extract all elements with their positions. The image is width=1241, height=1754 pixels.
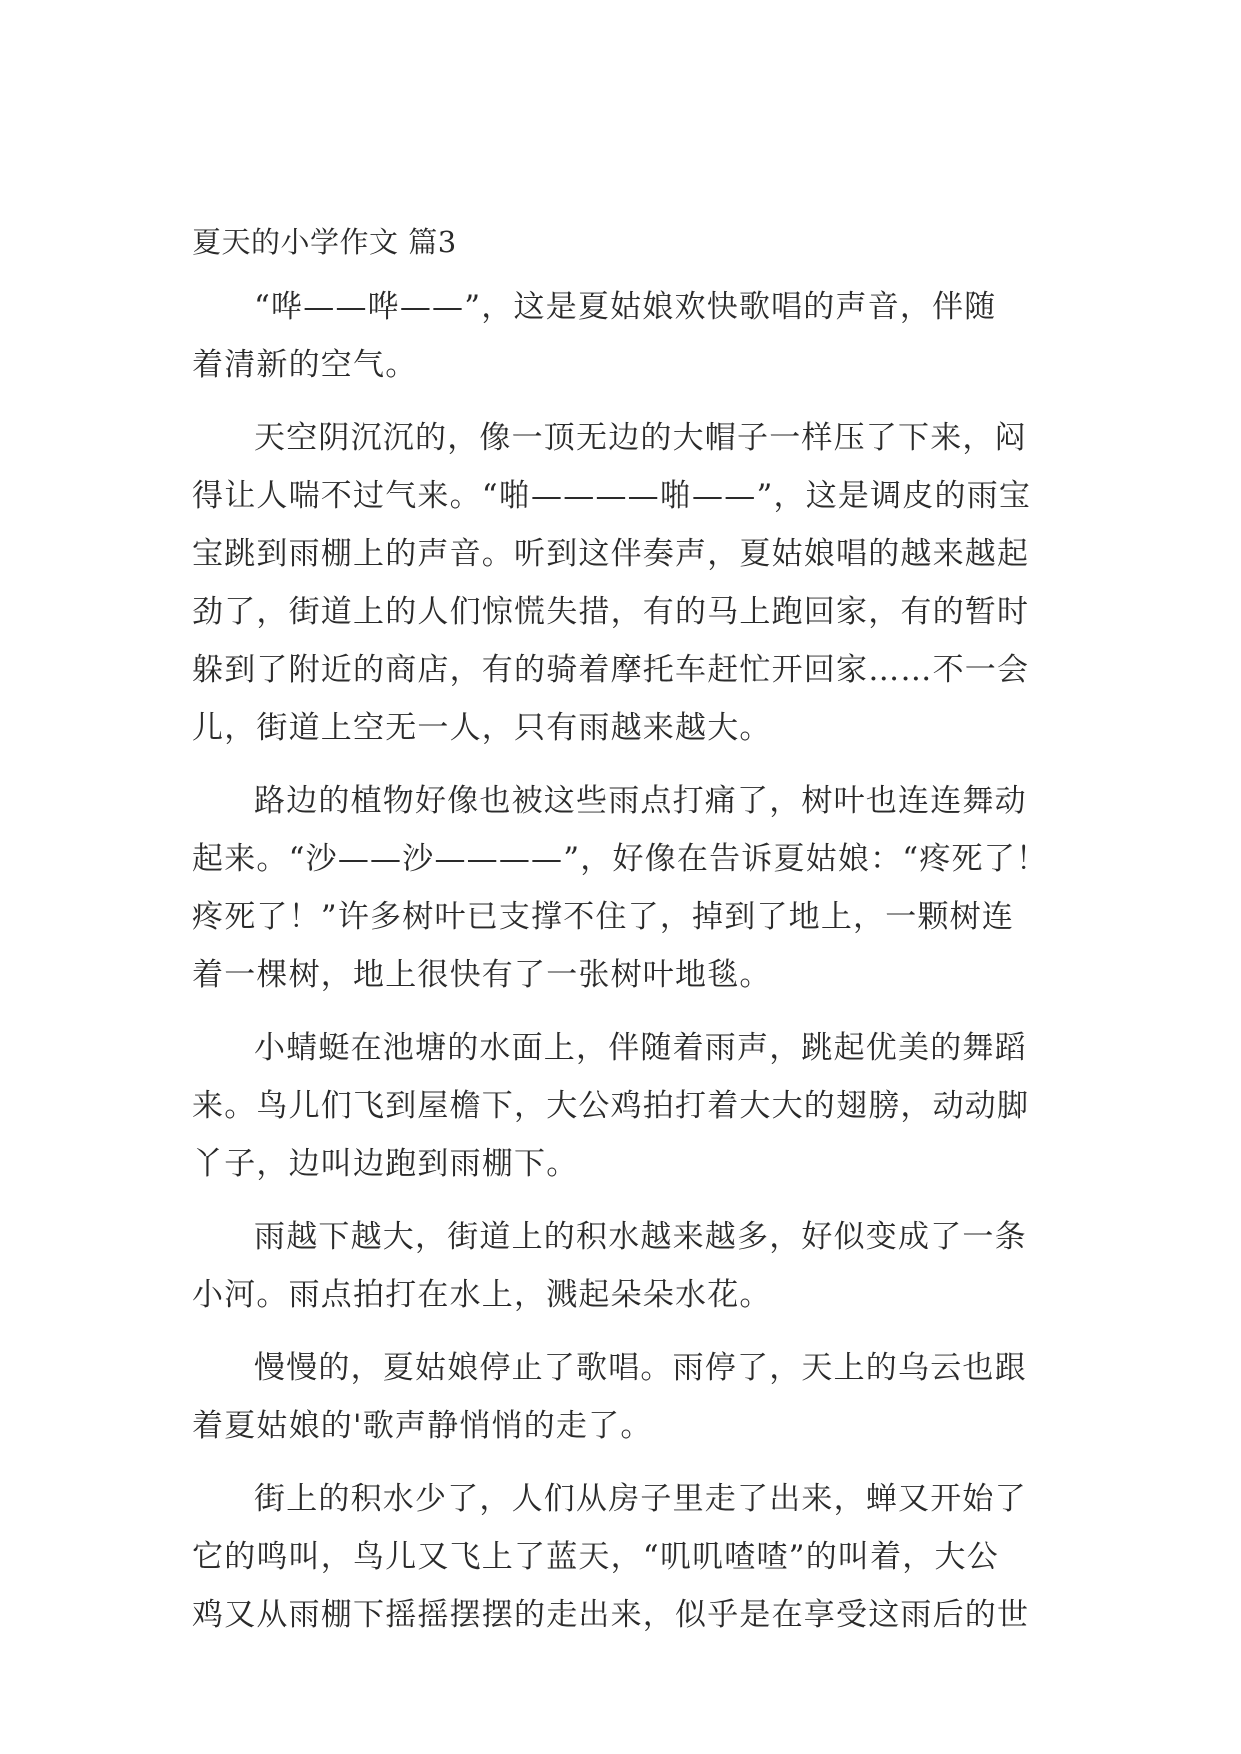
text-line: 慢慢的，夏姑娘停止了歌唱。雨停了，天上的乌云也跟 [254,1350,1027,1386]
text-line: 宝跳到雨棚上的声音。听到这伴奏声，夏姑娘唱的越来越起 [192,536,1030,572]
text-line: 路边的植物好像也被这些雨点打痛了，树叶也连连舞动 [254,783,1027,819]
paragraph-7 [192,1470,1054,1644]
text-line: 小河。雨点拍打在水上，溅起朵朵水花。 [192,1277,772,1313]
paragraph-5 [192,1208,1054,1324]
paragraph-1 [192,278,1054,394]
text-line: 丫子，边叫边跑到雨棚下。 [192,1146,579,1182]
paragraph-6 [192,1339,1054,1455]
text-line: 劲了，街道上的人们惊慌失措，有的马上跑回家，有的暂时 [192,594,1030,630]
document-page [192,222,1054,1659]
text-line: 天空阴沉沉的，像一顶无边的大帽子一样压了下来，闷 [254,420,1027,456]
text-line: 儿，街道上空无一人，只有雨越来越大。 [192,710,772,746]
paragraph-2 [192,409,1054,757]
text-line: 着夏姑娘的'歌声静悄悄的走了。 [192,1408,653,1444]
essay-body [192,278,1054,1644]
text-line: 街上的积水少了，人们从房子里走了出来，蝉又开始了 [254,1481,1027,1517]
text-line: 疼死了！”许多树叶已支撑不住了，掉到了地上，一颗树连 [192,899,1015,935]
text-line: 得让人喘不过气来。“啪————啪——”，这是调皮的雨宝 [192,478,1032,514]
paragraph-4 [192,1019,1054,1193]
paragraph-3 [192,772,1054,1004]
text-line: “哗——哗——”，这是夏姑娘欢快歌唱的声音，伴随 [254,289,997,325]
text-line: 着一棵树，地上很快有了一张树叶地毯。 [192,957,772,993]
text-line: 雨越下越大，街道上的积水越来越多，好似变成了一条 [254,1219,1027,1255]
text-line: 鸡又从雨棚下摇摇摆摆的走出来，似乎是在享受这雨后的世 [192,1597,1030,1633]
text-line: 小蜻蜓在池塘的水面上，伴随着雨声，跳起优美的舞蹈 [254,1030,1027,1066]
essay-title: 夏天的小学作文 篇3 [192,225,457,259]
text-line: 起来。“沙——沙————”，好像在告诉夏姑娘：“疼死了！ [192,841,1049,877]
text-line: 着清新的空气。 [192,347,418,383]
text-line: 它的鸣叫，鸟儿又飞上了蓝天，“叽叽喳喳”的叫着，大公 [192,1539,999,1575]
text-line: 躲到了附近的商店，有的骑着摩托车赶忙开回家……不一会 [192,652,1030,688]
text-line: 来。鸟儿们飞到屋檐下，大公鸡拍打着大大的翅膀，动动脚 [192,1088,1030,1124]
